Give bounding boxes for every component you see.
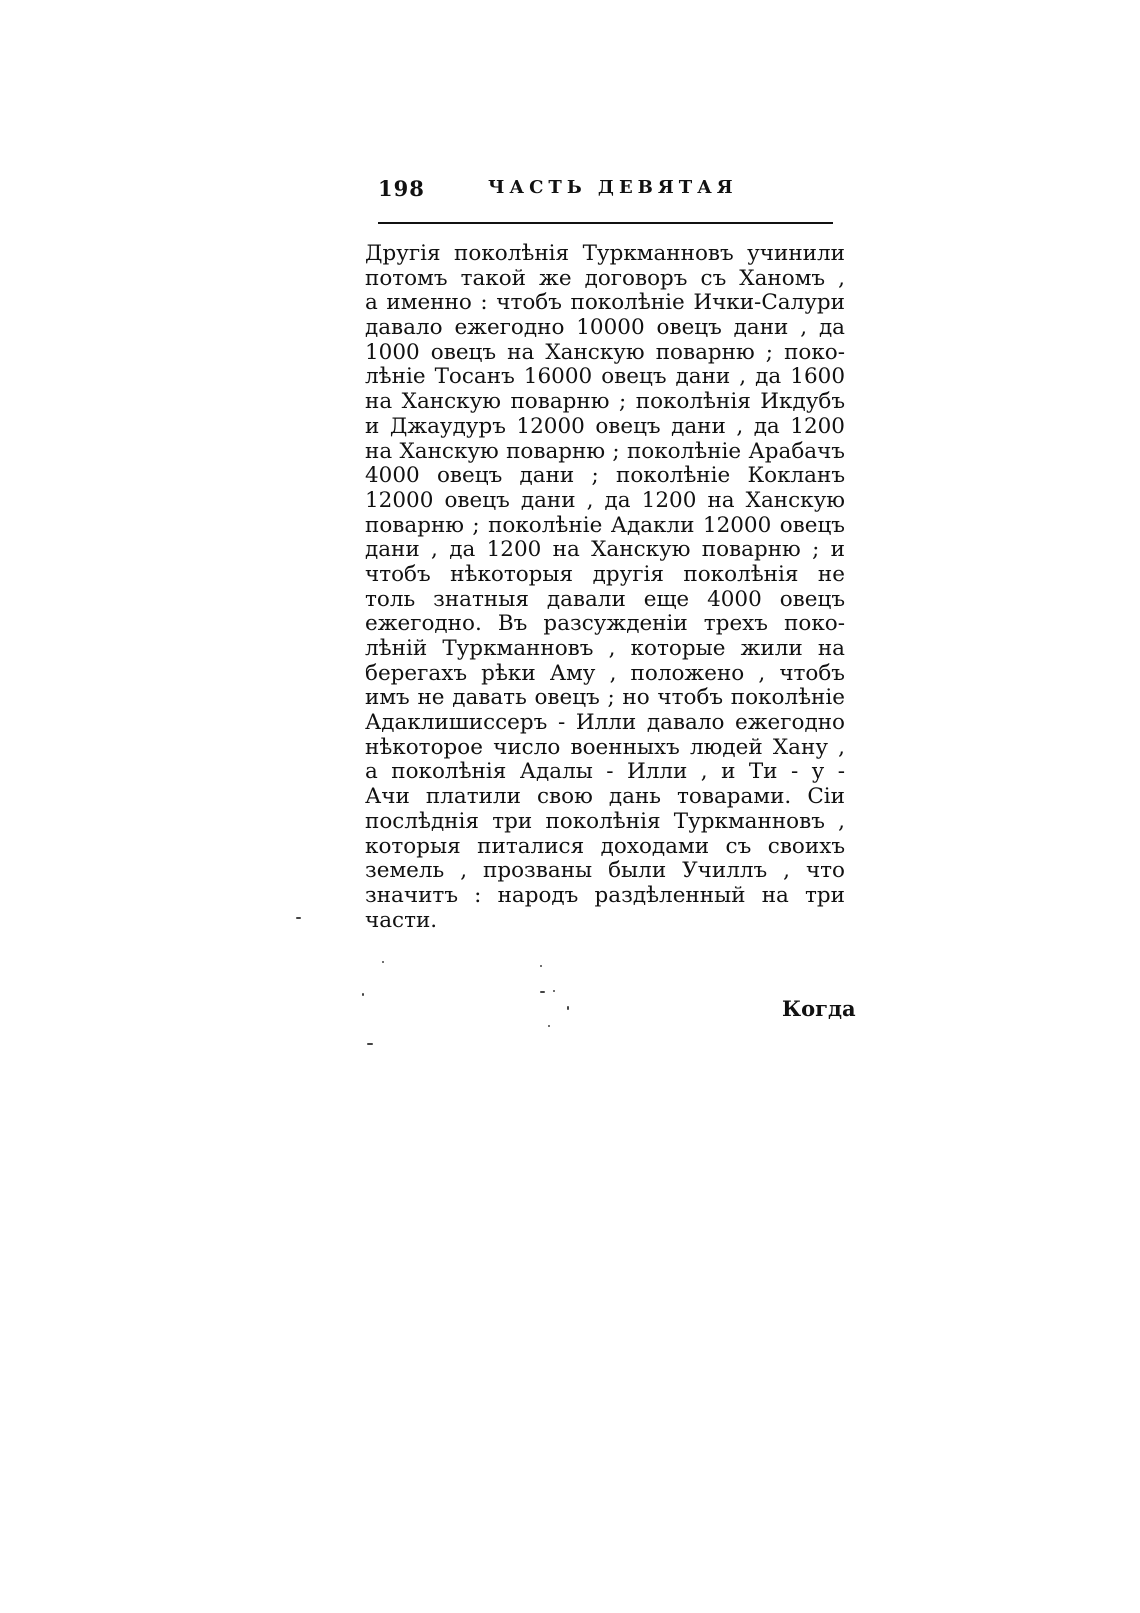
text-line: Другія поколѣнія Туркманновъ учинили — [365, 242, 845, 266]
text-line: земель , прозваны были Училлъ , что — [365, 859, 845, 884]
text-line: послѣднія три поколѣнія Туркманновъ , — [365, 809, 845, 834]
text-line: 1000 овецъ на Ханскую поварню ; поко- — [365, 340, 845, 365]
text-line: толь знатныя давали еще 4000 овецъ — [365, 587, 845, 612]
text-line: Ачи платили свою дань товарами. Сіи — [365, 785, 845, 810]
text-line: чтобъ нѣкоторыя другія поколѣнія не — [365, 562, 845, 587]
text-line: лѣній Туркманновъ , которые жили на — [365, 637, 845, 661]
text-line: и Джаудуръ 12000 овецъ дани , да 1200 — [365, 414, 845, 439]
text-line: имъ не давать овецъ ; но чтобъ поколѣніе — [365, 686, 845, 711]
body-text — [365, 242, 845, 933]
scan-speck — [296, 917, 301, 919]
catchword: Когда — [782, 996, 856, 1021]
scan-speck — [362, 993, 364, 996]
scan-speck — [567, 1006, 569, 1010]
text-line: берегахъ рѣки Аму , положено , чтобъ — [365, 661, 845, 686]
scan-speck — [553, 990, 555, 992]
text-line: на Ханскую поварню ; поколѣніе Арабачъ — [365, 439, 845, 464]
header-rule — [378, 222, 833, 224]
text-line: а именно : чтобъ поколѣніе Ички-Салури — [365, 291, 845, 316]
text-line: значитъ : народъ раздѣленный на три — [365, 883, 845, 908]
scan-speck — [540, 965, 542, 967]
text-line: ежегодно. Въ разсужденіи трехъ поко- — [365, 612, 845, 637]
text-line: Адаклишиссеръ - Илли давало ежегодно — [365, 711, 845, 736]
text-line: на Ханскую поварню ; поколѣнія Икдубъ — [365, 390, 845, 415]
text-line: которыя питалися доходами съ своихъ — [365, 834, 845, 859]
page-number: 198 — [378, 176, 425, 201]
text-line: потомъ такой же договоръ съ Ханомъ , — [365, 266, 845, 291]
scan-speck — [382, 961, 384, 963]
page-header — [378, 176, 833, 210]
text-line: нѣкоторое число военныхъ людей Хану , — [365, 735, 845, 760]
text-line: 4000 овецъ дани ; поколѣніе Кокланъ — [365, 464, 845, 489]
text-line: поварню ; поколѣніе Адакли 12000 овецъ — [365, 513, 845, 538]
text-line: части. — [365, 908, 438, 933]
running-head: ЧАСТЬ ДЕВЯТАЯ — [488, 177, 738, 198]
scan-speck — [540, 991, 545, 993]
text-line: а поколѣнія Адалы - Илли , и Ти - у - — [365, 760, 845, 785]
text-line: 12000 овецъ дани , да 1200 на Ханскую — [365, 488, 845, 513]
text-line: дани , да 1200 на Ханскую поварню ; и — [365, 538, 845, 563]
text-line: давало ежегодно 10000 овецъ дани , да — [365, 316, 845, 341]
scan-speck — [367, 1043, 373, 1045]
scan-speck — [548, 1025, 550, 1027]
text-line: лѣніе Тосанъ 16000 овецъ дани , да 1600 — [365, 365, 845, 390]
